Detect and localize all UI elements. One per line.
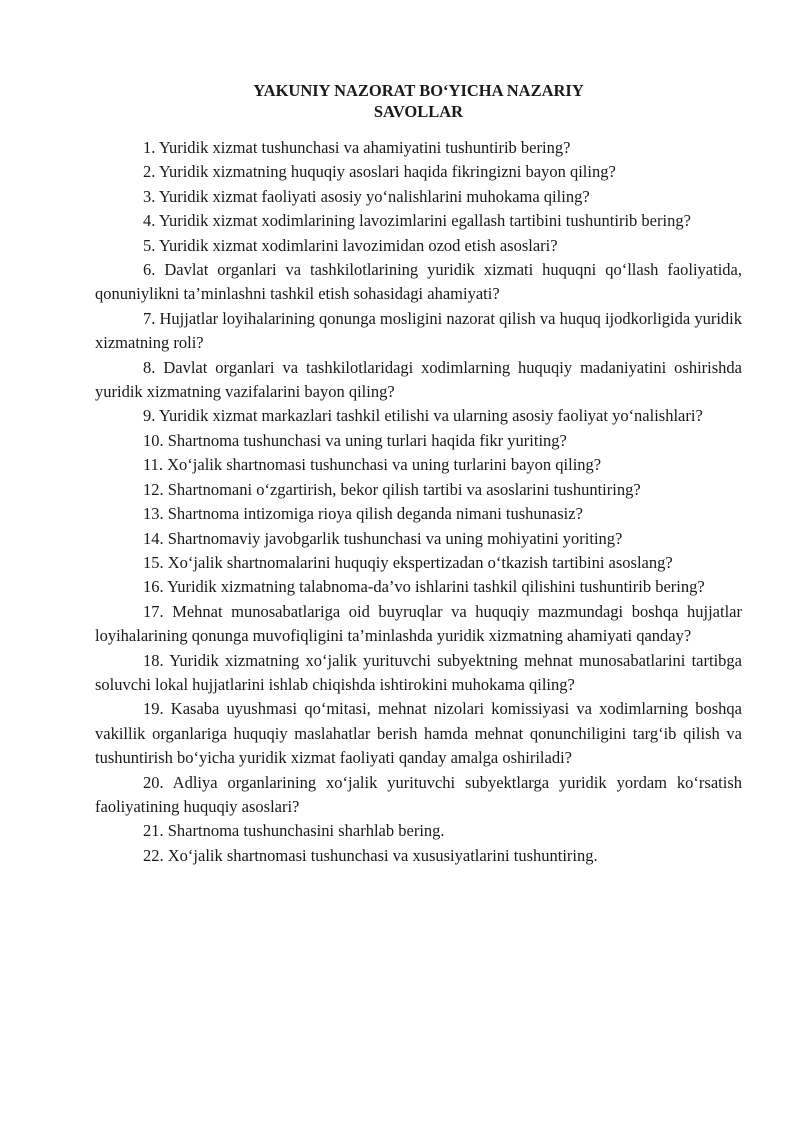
question-item: 12. Shartnomani o‘zgartirish, bekor qilish tartibi va asoslarini tushuntiring? bbox=[143, 479, 641, 499]
title-line-2: SAVOLLAR bbox=[373, 102, 464, 121]
question-item: 19. Kasaba uyushmasi qo‘mitasi, mehnat nizolari komissiyasi va xodimlarning boshqa vakillik organlariga huquqiy maslahatlar berish hamda mehnat qonunchiligini targ‘ib qilish va tushuntirish bo‘yicha yuridik xizmat faoliyati qanday amalga oshiriladi? bbox=[95, 699, 742, 768]
question-item: 16. Yuridik xizmatning talabnoma-da’vo ishlarini tashkil qilishini tushuntirib bering? bbox=[143, 577, 705, 597]
questions-list bbox=[95, 136, 742, 868]
question-item: 20. Adliya organlarining xo‘jalik yurituvchi subyektlarga yuridik yordam ko‘rsatish faoliyatining huquqiy asoslari? bbox=[95, 772, 742, 816]
question-item: 5. Yuridik xizmat xodimlarini lavozimidan ozod etish asoslari? bbox=[143, 235, 558, 255]
question-item: 1. Yuridik xizmat tushunchasi va ahamiyatini tushuntirib bering? bbox=[143, 138, 571, 157]
question-item: 17. Mehnat munosabatlariga oid buyruqlar va huquqiy mazmundagi boshqa hujjatlar loyihalarining qonunga muvofiqligini ta’minlashda yuridik xizmatning ahamiyati qanday? bbox=[95, 601, 742, 646]
question-item: 15. Xo‘jalik shartnomalarini huquqiy ekspertizadan o‘tkazish tartibini asoslang? bbox=[143, 552, 673, 572]
question-item: 10. Shartnoma tushunchasi va uning turlari haqida fikr yuriting? bbox=[143, 430, 567, 450]
question-item: 8. Davlat organlari va tashkilotlaridagi xodimlarning huquqiy madaniyatini oshirishda yuridik xizmatning vazifalarini bayon qiling? bbox=[95, 357, 742, 402]
question-item: 9. Yuridik xizmat markazlari tashkil etilishi va ularning asosiy faoliyat yo‘nalishlari? bbox=[143, 406, 703, 426]
question-item: 4. Yuridik xizmat xodimlarining lavozimlarini egallash tartibini tushuntirib bering? bbox=[143, 211, 691, 231]
title-line-1: YAKUNIY NAZORAT BO‘YICHA NAZARIY bbox=[253, 81, 584, 100]
question-item: 22. Xo‘jalik shartnomasi tushunchasi va xususiyatlarini tushuntiring. bbox=[143, 845, 598, 865]
question-item: 21. Shartnoma tushunchasini sharhlab bering. bbox=[143, 821, 445, 841]
question-item: 11. Xo‘jalik shartnomasi tushunchasi va uning turlarini bayon qiling? bbox=[143, 455, 602, 475]
question-item: 14. Shartnomaviy javobgarlik tushunchasi va uning mohiyatini yoriting? bbox=[143, 528, 623, 548]
question-item: 6. Davlat organlari va tashkilotlarining yuridik xizmati huquqni qo‘llash faoliyatida, qonuniylikni ta’minlashni tashkil etish sohasidagi ahamiyati? bbox=[95, 260, 742, 304]
page-title bbox=[95, 80, 742, 122]
question-item: 3. Yuridik xizmat faoliyati asosiy yo‘nalishlarini muhokama qiling? bbox=[143, 186, 590, 206]
document-page bbox=[95, 80, 742, 868]
question-item: 2. Yuridik xizmatning huquqiy asoslari haqida fikringizni bayon qiling? bbox=[143, 162, 616, 182]
question-item: 13. Shartnoma intizomiga rioya qilish deganda nimani tushunasiz? bbox=[143, 504, 583, 524]
question-item: 7. Hujjatlar loyihalarining qonunga mosligini nazorat qilish va huquq ijodkorligida yuridik xizmatning roli? bbox=[95, 308, 742, 353]
question-item: 18. Yuridik xizmatning xo‘jalik yurituvchi subyektning mehnat munosabatlarini tartibga soluvchi lokal hujjatlarini ishlab chiqishda ishtirokini muhokama qiling? bbox=[95, 650, 742, 694]
